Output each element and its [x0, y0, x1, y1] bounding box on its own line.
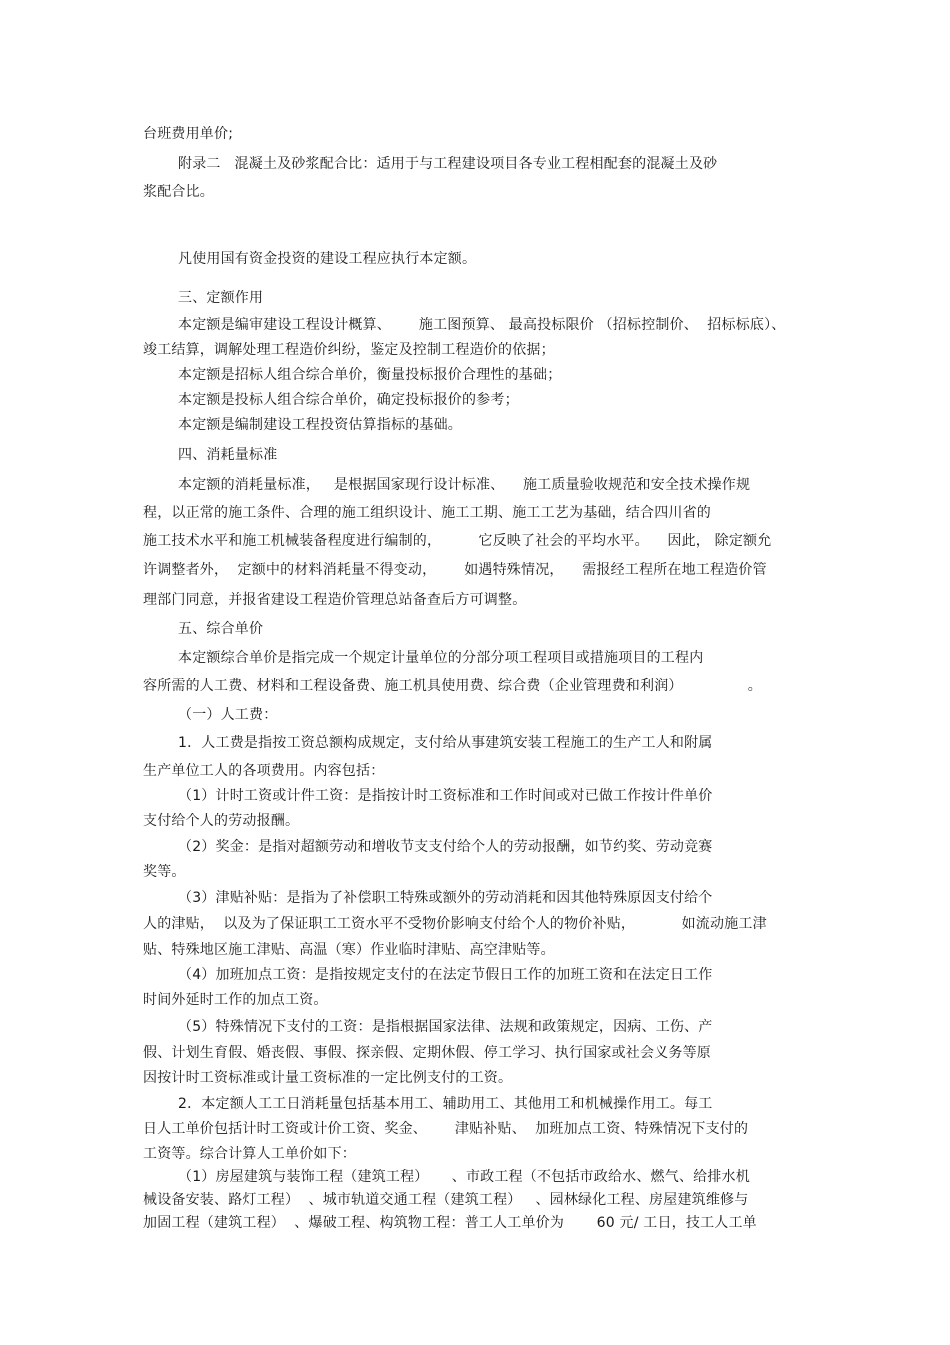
- text-line: （3）津贴补贴：是指为了补偿职工特殊或额外的劳动消耗和因其他特殊原因支付给个: [178, 890, 713, 906]
- text-line: （1）计时工资或计件工资：是指按计时工资标准和工作时间或对已做工作按计件单价: [178, 788, 713, 804]
- text-line: 附录二 混凝土及砂浆配合比：适用于与工程建设项目各专业工程相配套的混凝土及砂: [178, 156, 718, 172]
- text-line: 工资等。综合计算人工单价如下：: [143, 1146, 356, 1162]
- text-line: （2）奖金：是指对超额劳动和增收节支支付给个人的劳动报酬，如节约奖、劳动竞赛: [178, 839, 713, 855]
- text-line: 加固工程（建筑工程） 、爆破工程、构筑物工程：普工人工单价为 60 元/ 工日，技工人工单: [143, 1215, 757, 1231]
- text-line: 本定额综合单价是指完成一个规定计量单位的分部分项工程项目或措施项目的工程内: [178, 650, 704, 666]
- text-line: 生产单位工人的各项费用。内容包括：: [143, 763, 385, 779]
- text-line: 浆配合比。: [143, 184, 214, 200]
- text-line: 竣工结算，调解处理工程造价纠纷，鉴定及控制工程造价的依据；: [143, 342, 555, 358]
- text-line: 理部门同意，并报省建设工程造价管理总站备查后方可调整。: [143, 592, 527, 608]
- text-line: 本定额是编审建设工程设计概算、 施工图预算、 最高投标限价 （招标控制价、 招标标底）、: [178, 317, 786, 333]
- text-line: 许调整者外， 定额中的材料消耗量不得变动， 如遇特殊情况， 需报经工程所在地工程造价管: [143, 562, 767, 578]
- section-heading: 四、消耗量标准: [178, 447, 278, 463]
- text-line: 本定额是招标人组合综合单价，衡量投标报价合理性的基础；: [178, 367, 562, 383]
- text-line: 台班费用单价;: [143, 126, 234, 142]
- text-line: 因按计时工资标准或计量工资标准的一定比例支付的工资。: [143, 1070, 513, 1086]
- text-line: 本定额是投标人组合综合单价，确定投标报价的参考；: [178, 392, 519, 408]
- text-line: 人的津贴， 以及为了保证职工工资水平不受物价影响支付给个人的物价补贴， 如流动施工津: [143, 916, 767, 932]
- text-line: 施工技术水平和施工机械装备程度进行编制的， 它反映了社会的平均水平。 因此， 除定额允: [143, 533, 772, 549]
- text-line: 本定额的消耗量标准， 是根据国家现行设计标准、 施工质量验收规范和安全技术操作规: [178, 477, 751, 493]
- text-line: （5）特殊情况下支付的工资：是指根据国家法律、法规和政策规定，因病、工伤、产: [178, 1019, 713, 1035]
- text-line: 时间外延时工作的加点工资。: [143, 992, 328, 1008]
- text-line: 1．人工费是指按工资总额构成规定，支付给从事建筑安装工程施工的生产工人和附属: [178, 735, 713, 751]
- text-line: （4）加班加点工资：是指按规定支付的在法定节假日工作的加班工资和在法定日工作: [178, 967, 713, 983]
- text-line: 贴、特殊地区施工津贴、高温（寒）作业临时津贴、高空津贴等。: [143, 942, 555, 958]
- text-line: （1）房屋建筑与装饰工程（建筑工程） 、市政工程（不包括市政给水、燃气、给排水机: [178, 1169, 750, 1185]
- text-line: 凡使用国有资金投资的建设工程应执行本定额。: [178, 251, 477, 267]
- section-heading: 三、定额作用: [178, 290, 264, 306]
- subsection-heading: （一）人工费：: [178, 707, 278, 723]
- text-line: 本定额是编制建设工程投资估算指标的基础。: [178, 417, 462, 433]
- section-heading: 五、综合单价: [178, 621, 264, 637]
- text-line: 程，以正常的施工条件、合理的施工组织设计、施工工期、施工工艺为基础，结合四川省的: [143, 505, 711, 521]
- text-line: 支付给个人的劳动报酬。: [143, 813, 300, 829]
- text-line: 械设备安装、路灯工程） 、城市轨道交通工程（建筑工程） 、园林绿化工程、房屋建筑维修与: [143, 1192, 749, 1208]
- text-line: 奖等。: [143, 864, 186, 880]
- text-line: 容所需的人工费、材料和工程设备费、施工机具使用费、综合费（企业管理费和利润） 。: [143, 678, 762, 694]
- text-line: 2．本定额人工工日消耗量包括基本用工、辅助用工、其他用工和机械操作用工。每工: [178, 1096, 713, 1112]
- text-line: 假、计划生育假、婚丧假、事假、探亲假、定期休假、停工学习、执行国家或社会义务等原: [143, 1045, 711, 1061]
- text-line: 日人工单价包括计时工资或计价工资、奖金、 津贴补贴、 加班加点工资、特殊情况下支付的: [143, 1121, 749, 1137]
